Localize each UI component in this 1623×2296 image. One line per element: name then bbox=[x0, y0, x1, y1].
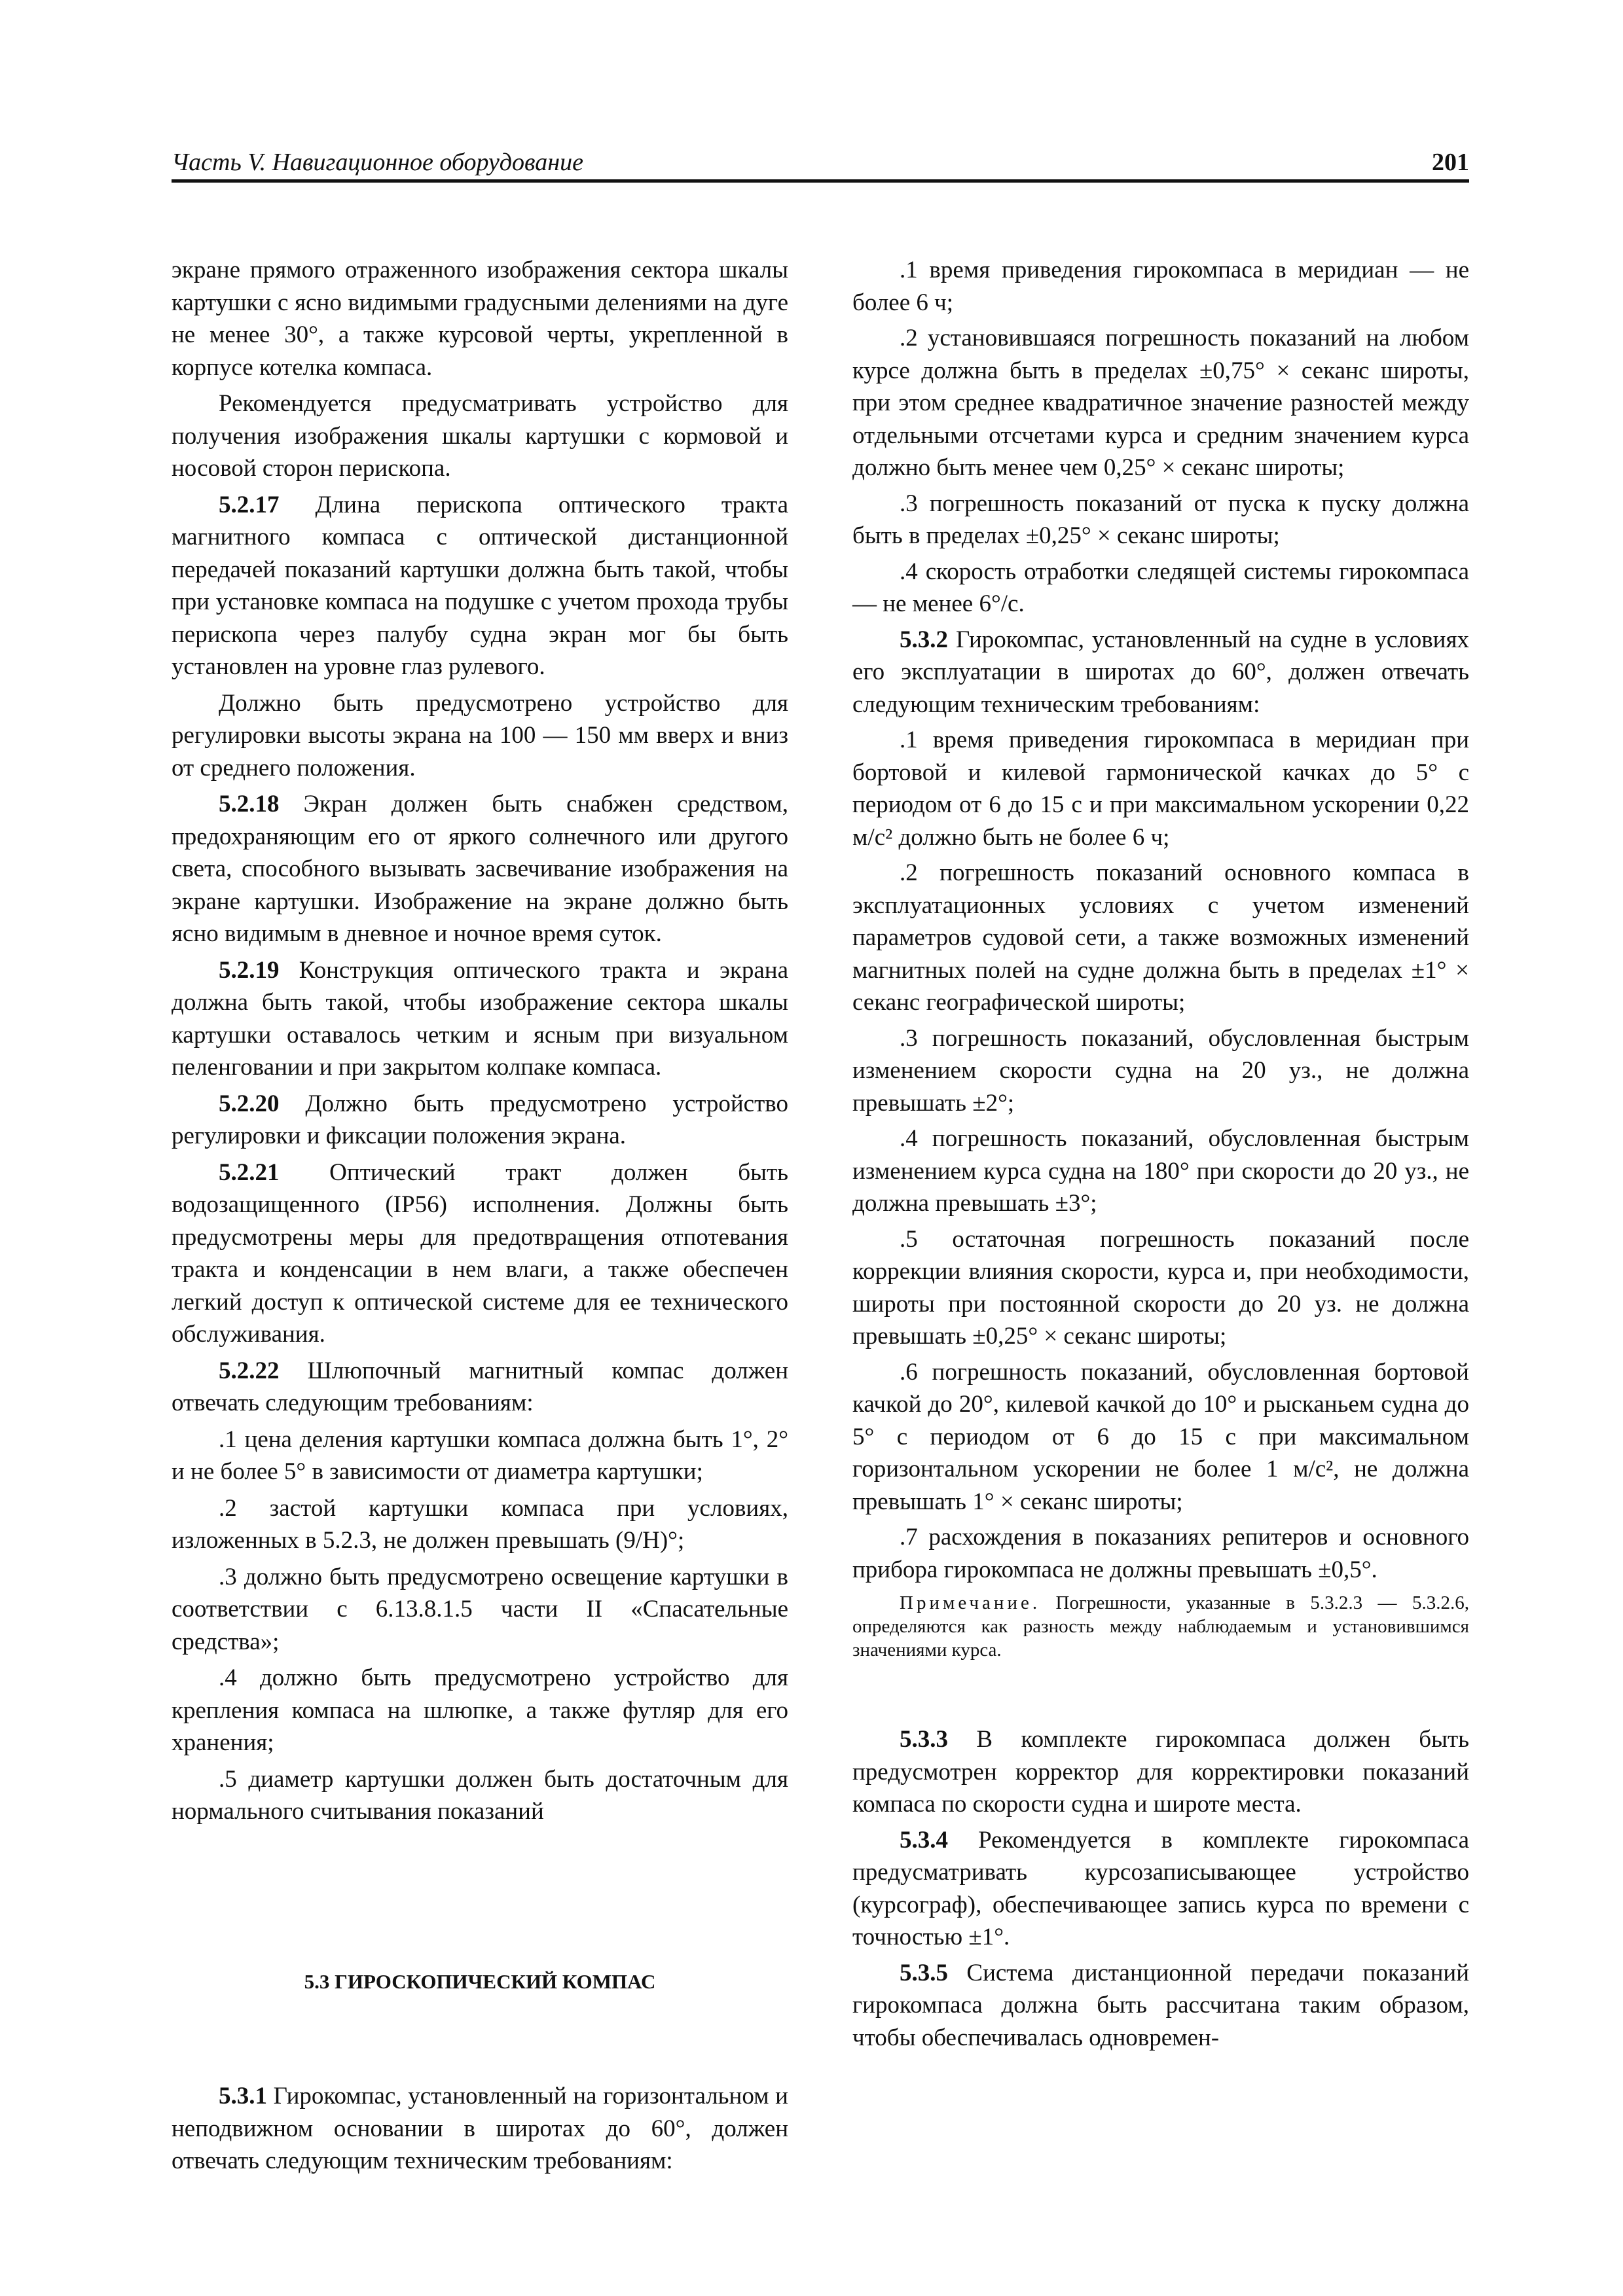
clause-5-2-19 bbox=[172, 954, 788, 1084]
clause-number: 5.3.3 bbox=[900, 1726, 948, 1753]
clause-number: 5.2.19 bbox=[219, 956, 280, 984]
clause-5-3-4 bbox=[852, 1824, 1469, 1954]
clause-text: Должно быть предусмотрено устройство регулировки и фиксации положения экрана. bbox=[172, 1090, 788, 1149]
running-header bbox=[172, 145, 1469, 179]
list-item: .2 погрешность показаний основного компаса в эксплуатационных условиях с учетом изменений параметров судовой сети, а также возможных изменений магнитных полей на судне должна быть в пределах ±1° × секанс географической широты; bbox=[852, 859, 1469, 1016]
list-item: .3 должно быть предусмотрено освещение картушки в соответствии с 6.13.8.1.5 части II «Спасательные средства»; bbox=[172, 1563, 788, 1655]
list-item: .2 установившаяся погрешность показаний на любом курсе должна быть в пределах ±0,75° × секанс широты, при этом среднее квадратичное значение разностей между отдельными отсчетами курса и средним значением курса должно быть менее чем 0,25° × секанс широты; bbox=[852, 325, 1469, 481]
list-item: .6 погрешность показаний, обусловленная бортовой качкой до 20°, килевой качкой до 10° и рысканьем судна до 5° с периодом от 6 до 15 с при максимальном горизонтальном ускорении не более 1 м/с², не должна превышать 1° × секанс широты; bbox=[852, 1358, 1469, 1515]
clause-5-2-18 bbox=[172, 788, 788, 950]
note bbox=[852, 1591, 1469, 1662]
list-item: .2 застой картушки компаса при условиях, изложенных в 5.2.3, не должен превышать (9/H)°; bbox=[172, 1494, 788, 1554]
clause-5-2-22 bbox=[172, 1355, 788, 1420]
right-column bbox=[852, 254, 1469, 2057]
clause-text: Система дистанционной передачи показаний гирокомпаса должна быть рассчитана таким образом, чтобы обеспечивалась одновремен- bbox=[852, 1959, 1469, 2051]
list-item: .1 время приведения гирокомпаса в меридиан при бортовой и килевой гармонической качках до 5° с периодом от 6 до 15 с и при максимальном ускорении 0,22 м/с² должно быть не более 6 ч; bbox=[852, 726, 1469, 851]
list-item: .5 диаметр картушки должен быть достаточным для нормального считывания показаний bbox=[172, 1765, 788, 1825]
clause-5-3-5 bbox=[852, 1957, 1469, 2054]
clause-number: 5.3.4 bbox=[900, 1826, 948, 1854]
clause-number: 5.2.18 bbox=[219, 791, 280, 817]
clause-text: Оптический тракт должен быть водозащищенного (IP56) исполнения. Должны быть предусмотрены меры для предотвращения отпотевания тракта и конденсации в нем влаги, а также обеспечен легкий доступ к оптической системе для ее технического обслуживания. bbox=[172, 1158, 788, 1348]
clause-number: 5.3.2 bbox=[900, 626, 948, 653]
clause-text: Гирокомпас, установленный на судне в условиях его эксплуатации в широтах до 60°, должен отвечать следующим техническим требованиям: bbox=[852, 626, 1469, 718]
note-text: Погрешности, указанные в 5.3.2.3 — 5.3.2.6, определяются как разность между наблюдаемым и установившимся значениями курса. bbox=[852, 1592, 1469, 1660]
clause-text: Шлюпочный магнитный компас должен отвечать следующим требованиям: bbox=[172, 1357, 788, 1416]
list-item: .7 расхождения в показаниях репитеров и основного прибора гирокомпаса не должны превышать ±0,5°. bbox=[852, 1524, 1469, 1583]
left-column bbox=[172, 254, 788, 2181]
list-item: .4 погрешность показаний, обусловленная быстрым изменением курса судна на 180° при скорости до 20 уз., не должна превышать ±3°; bbox=[852, 1125, 1469, 1217]
list-item: .4 скорость отработки следящей системы гирокомпаса — не менее 6°/с. bbox=[852, 558, 1469, 617]
clause-5-3-2 bbox=[852, 624, 1469, 721]
list-item: .3 погрешность показаний, обусловленная быстрым изменением скорости судна на 20 уз., не должна превышать ±2°; bbox=[852, 1024, 1469, 1117]
clause-number: 5.3.1 bbox=[219, 2083, 267, 2109]
clause-5-3-1 bbox=[172, 2080, 788, 2178]
clause-5-2-17 bbox=[172, 489, 788, 683]
clause-number: 5.2.21 bbox=[219, 1158, 280, 1186]
clause-number: 5.3.5 bbox=[900, 1959, 948, 1986]
page-number: 201 bbox=[1432, 149, 1469, 176]
clause-number: 5.2.20 bbox=[219, 1090, 280, 1117]
list-item: .5 остаточная погрешность показаний после коррекции влияния скорости, курса и, при необходимости, широты при постоянной скорости до 20 уз. не должна превышать ±0,25° × секанс широты; bbox=[852, 1225, 1469, 1350]
header-rule bbox=[172, 179, 1469, 183]
list-item: .4 должно быть предусмотрено устройство для крепления компаса на шлюпке, а также футляр для его хранения; bbox=[172, 1664, 788, 1756]
paragraph: Должно быть предусмотрено устройство для регулировки высоты экрана на 100 — 150 мм вверх и вниз от среднего положения. bbox=[172, 689, 788, 781]
clause-number: 5.2.17 bbox=[219, 491, 280, 518]
clause-text: Экран должен быть снабжен средством, предохраняющим его от яркого солнечного или другого света, способного вызывать засвечивание изображения на экране картушки. Изображение на экране должно быть ясно видимым в дневное и ночное время суток. bbox=[172, 791, 788, 947]
list-item: .3 погрешность показаний от пуска к пуску должна быть в пределах ±0,25° × секанс широты; bbox=[852, 490, 1469, 549]
clause-text: Гирокомпас, установленный на горизонтальном и неподвижном основании в широтах до 60°, должен отвечать следующим техническим требованиям: bbox=[172, 2083, 788, 2174]
section-heading: 5.3 ГИРОСКОПИЧЕСКИЙ КОМПАС bbox=[304, 1969, 656, 1993]
clause-text: Длина перископа оптического тракта магнитного компаса с оптической дистанционной передачей показаний картушки должна быть такой, чтобы при установке компаса на подушке с учетом прохода трубы перископа через палубу судна экран мог бы быть установлен на уровне глаз рулевого. bbox=[172, 491, 788, 680]
paragraph: экране прямого отраженного изображения сектора шкалы картушки с ясно видимыми градусными делениями на дуге не менее 30°, а также курсовой черты, укрепленной в корпусе котелка компаса. bbox=[172, 257, 788, 381]
paragraph: Рекомендуется предусматривать устройство для получения изображения шкалы картушки с кормовой и носовой сторон перископа. bbox=[172, 390, 788, 482]
clause-text: Конструкция оптического тракта и экрана должна быть такой, чтобы изображение сектора шкалы картушки оставалось четким и ясным при визуальном пеленговании и при закрытом колпаке компаса. bbox=[172, 956, 788, 1081]
clause-text: В комплекте гирокомпаса должен быть предусмотрен корректор для корректировки показаний компаса по скорости судна и широте места. bbox=[852, 1726, 1469, 1818]
clause-number: 5.2.22 bbox=[219, 1357, 280, 1384]
header-title: Часть V. Навигационное оборудование bbox=[172, 149, 583, 176]
list-item: .1 время приведения гирокомпаса в меридиан — не более 6 ч; bbox=[852, 257, 1469, 316]
clause-text: Рекомендуется в комплекте гирокомпаса предусматривать курсозаписывающее устройство (курсограф), обеспечивающее запись курса по времени с точностью ±1°. bbox=[852, 1826, 1469, 1950]
list-item: .1 цена деления картушки компаса должна быть 1°, 2° и не более 5° в зависимости от диаметра картушки; bbox=[172, 1426, 788, 1485]
clause-5-3-3 bbox=[852, 1723, 1469, 1821]
clause-5-2-21 bbox=[172, 1157, 788, 1351]
note-label: Примечание. bbox=[900, 1592, 1041, 1613]
clause-5-2-20 bbox=[172, 1088, 788, 1153]
